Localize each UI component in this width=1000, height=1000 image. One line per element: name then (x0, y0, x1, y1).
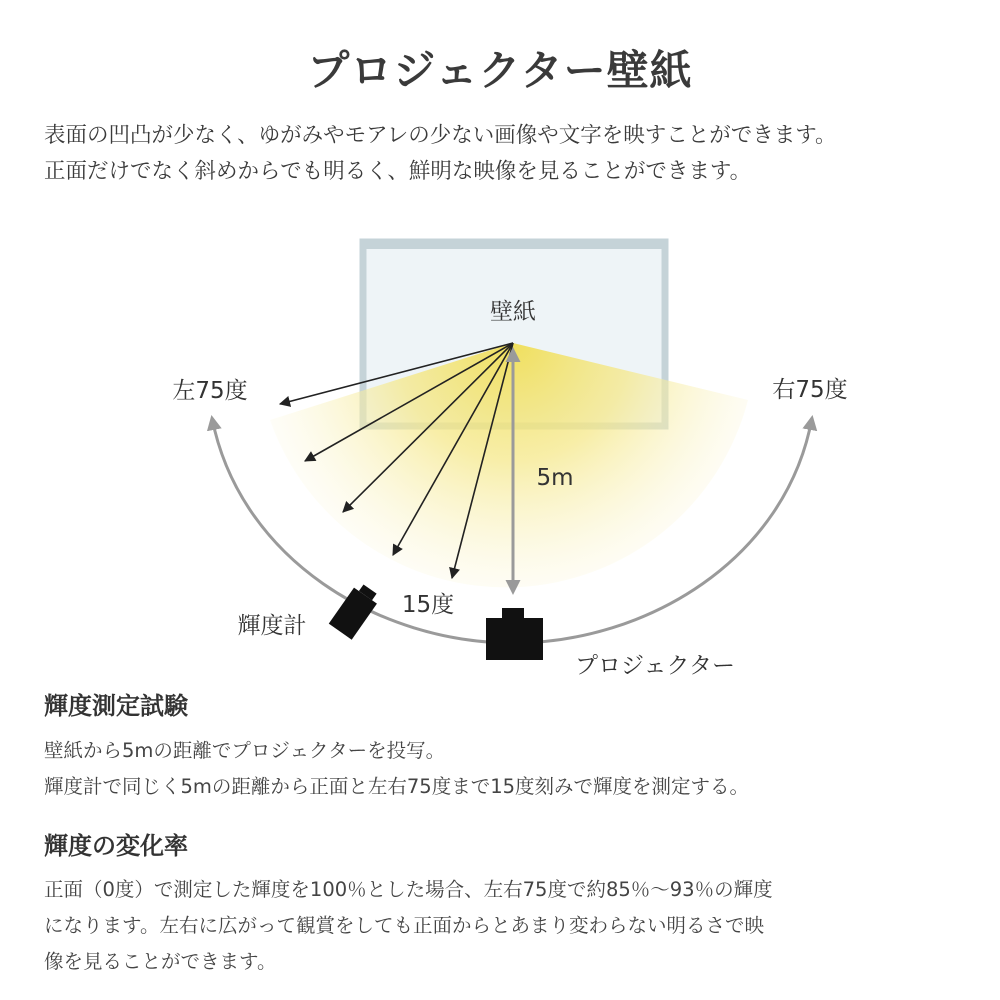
change-text (44, 872, 974, 980)
light-cone (270, 343, 748, 587)
change-line-1: 正面（0度）で測定した輝度を100％とした場合、左右75度で約85％～93％の輝度 (44, 878, 773, 901)
change-heading: 輝度の変化率 (44, 832, 188, 860)
intro-line-1: 表面の凹凸が少なく、ゆがみやモアレの少ない画像や文字を映すことができます。 (44, 123, 837, 148)
intro-text (44, 118, 974, 190)
projector-label: プロジェクター (574, 653, 736, 679)
intro-line-2: 正面だけでなく斜めからでも明るく、鮮明な映像を見ることができます。 (44, 159, 752, 184)
change-line-2: になります。左右に広がって観賞をしても正面からとあまり変わらない明るさで映 (44, 914, 764, 937)
test-line-2: 輝度計で同じく5mの距離から正面と左右75度まで15度刻みで輝度を測定する。 (44, 775, 750, 798)
step-15-label: 15度 (401, 592, 455, 618)
right-75-label: 右75度 (772, 377, 848, 403)
wall-screen-top-edge (363, 240, 665, 249)
page-title: プロジェクター壁紙 (307, 46, 693, 95)
meter-label: 輝度計 (237, 613, 307, 639)
wall-label: 壁紙 (490, 299, 536, 325)
test-heading: 輝度測定試験 (44, 692, 188, 720)
luminance-meter-icon (329, 581, 382, 640)
distance-label: 5m (536, 465, 574, 491)
test-line-1: 壁紙から5mの距離でプロジェクターを投写。 (44, 739, 446, 762)
measurement-diagram (0, 200, 1000, 690)
left-75-label: 左75度 (172, 378, 248, 404)
test-text (44, 733, 974, 805)
projector-icon (486, 608, 543, 660)
change-line-3: 像を見ることができます。 (44, 950, 277, 973)
